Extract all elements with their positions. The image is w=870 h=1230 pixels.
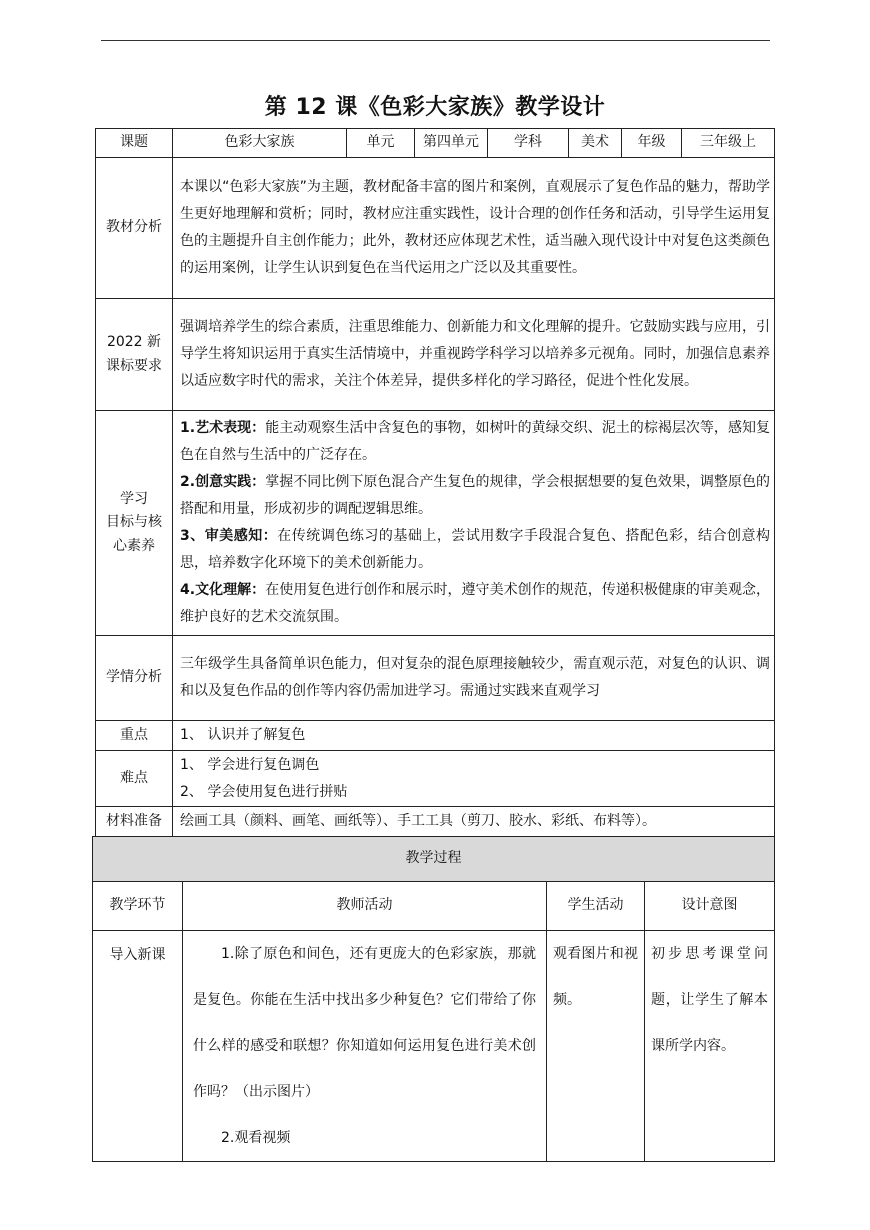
materials-text: 绘画工具（颜料、画笔、画纸等）、手工工具（剪刀、胶水、彩纸、布料等）。 [173,807,775,837]
goal-body: 在传统调色练习的基础上，尝试用数字手段混合复色、搭配色彩，结合创意构思，培养数字化环境下的美术创新能力。 [180,528,771,571]
goal-heading: 1.艺术表现： [180,420,266,436]
teaching-process-table [92,836,775,1162]
goal-body: 在使用复色进行创作和展示时，遵守美术创作的规范，传递积极健康的审美观念，维护良好的艺术交流氛围。 [180,582,771,625]
difficulty-item: 1、 学会进行复色调色 [180,756,320,773]
difficulty-label: 难点 [96,751,173,807]
goals-label-line1: 学习 [120,490,148,507]
goals-label-line2: 目标与核 [106,514,162,531]
materials-label: 材料准备 [96,807,173,837]
learner-text: 三年级学生具备简单识色能力，但对复杂的混色原理接触较少，需直观示范，对复色的认识、调和以及复色作品的创作等内容仍需加进学习。需通过实践来直观学习 [173,636,775,721]
goal-heading: 4.文化理解： [180,582,266,598]
info-row [96,129,775,158]
learner-row [96,636,775,721]
standard-text: 强调培养学生的综合素质，注重思维能力、创新能力和文化理解的提升。它鼓励实践与应用，引导学生将知识运用于真实生活情境中，并重视跨学科学习以培养多元视角。同时，加强信息素养以适应数字时代的需求，关注个体差异，提供多样化的学习路径，促进个性化发展。 [173,299,775,411]
standard-label-line1: 2022 新 [106,334,162,350]
topic-value: 色彩大家族 [173,129,347,158]
design-intent-cell: 初步思考课堂问题，让学生了解本课所学内容。 [645,931,775,1162]
material-analysis-row [96,158,775,299]
goal-heading: 3、审美感知： [180,528,278,544]
teacher-activity-item: 2.观看视频 [221,1130,291,1146]
col-teacher: 教师活动 [183,882,547,931]
goal-heading: 2.创意实践： [180,474,266,490]
student-activity-cell: 观看图片和视频。 [547,931,645,1162]
goals-text [173,411,775,636]
key-label: 重点 [96,721,173,751]
col-student: 学生活动 [547,882,645,931]
standard-label-line2: 课标要求 [106,357,162,374]
grade-label: 年级 [622,129,682,158]
goal-item [180,523,770,577]
goals-label-line3: 心素养 [113,537,155,554]
col-intent: 设计意图 [645,882,775,931]
materials-row [96,807,775,837]
standard-row [96,299,775,411]
lesson-info-table [95,128,775,837]
difficulty-text [173,751,775,807]
goal-item [180,577,770,631]
grade-value: 三年级上 [682,129,775,158]
document-title: 第 12 课《色彩大家族》教学设计 [264,95,606,120]
col-stage: 教学环节 [93,882,183,931]
topic-label: 课题 [96,129,173,158]
teacher-activity-cell [183,931,547,1162]
goals-row [96,411,775,636]
material-label: 教材分析 [96,158,173,299]
goals-label [96,411,173,636]
difficulty-row [96,751,775,807]
process-header-row [93,882,775,931]
key-text: 1、 认识并了解复色 [173,721,775,751]
header-rule [101,40,770,41]
material-text: 本课以“色彩大家族”为主题，教材配备丰富的图片和案例，直观展示了复色作品的魅力，帮助学生更好地理解和赏析；同时，教材应注重实践性，设计合理的创作任务和活动，引导学生运用复色的主题提升自主创作能力；此外，教材还应体现艺术性，适当融入现代设计中对复色这类颜色的运用案例，让学生认识到复色在当代运用之广泛以及其重要性。 [173,158,775,299]
process-row [93,931,775,1162]
process-title: 教学过程 [93,837,775,882]
difficulty-item: 2、 学会使用复色进行拼贴 [180,783,348,800]
learner-label: 学情分析 [96,636,173,721]
subject-value: 美术 [569,129,622,158]
goal-body: 能主动观察生活中含复色的事物，如树叶的黄绿交织、泥土的棕褐层次等，感知复色在自然与生活中的广泛存在。 [180,420,771,463]
goal-item [180,469,770,523]
subject-label: 学科 [488,129,569,158]
unit-label: 单元 [347,129,415,158]
goal-body: 掌握不同比例下原色混合产生复色的规律，学会根据想要的复色效果，调整原色的搭配和用量，形成初步的调配逻辑思维。 [180,474,771,517]
stage-cell: 导入新课 [93,931,183,1162]
goal-item [180,415,770,469]
process-title-row [93,837,775,882]
unit-value: 第四单元 [415,129,488,158]
standard-label [96,299,173,411]
key-point-row [96,721,775,751]
teacher-activity-item: 1.除了原色和间色，还有更庞大的色彩家族，那就是复色。你能在生活中找出多少种复色？它们带给了你什么样的感受和联想？你知道如何运用复色进行美术创作吗？（出示图片） [193,946,536,1100]
